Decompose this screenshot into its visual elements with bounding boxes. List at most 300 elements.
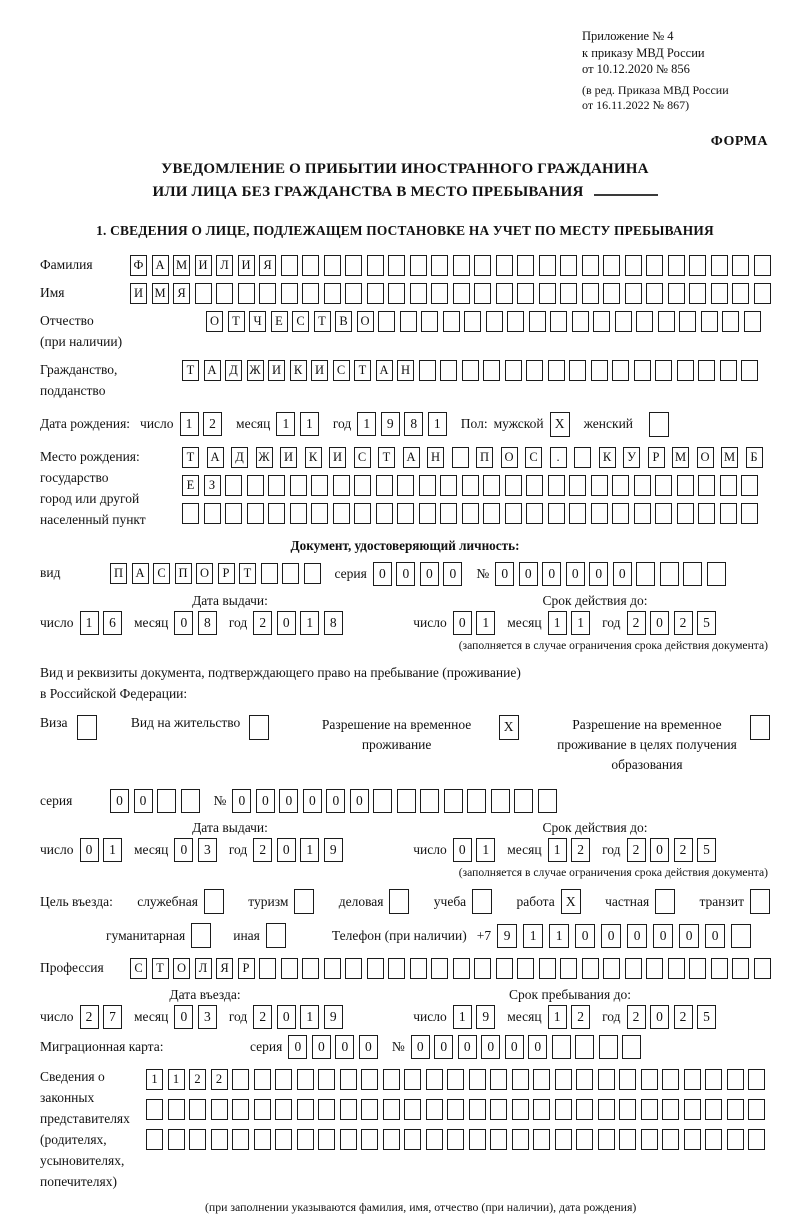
char-cell[interactable]: 0 bbox=[481, 1035, 500, 1059]
char-cell[interactable]: 0 bbox=[495, 562, 514, 586]
char-cell[interactable] bbox=[420, 789, 439, 813]
char-cell[interactable]: А bbox=[132, 563, 149, 584]
char-cell[interactable] bbox=[505, 360, 522, 381]
char-cell[interactable] bbox=[157, 789, 176, 813]
char-cell[interactable]: 9 bbox=[497, 924, 517, 948]
char-cell[interactable] bbox=[655, 360, 672, 381]
char-cell[interactable] bbox=[490, 1129, 507, 1150]
char-cell[interactable] bbox=[727, 1069, 744, 1090]
char-cell[interactable] bbox=[533, 1129, 550, 1150]
char-cell[interactable] bbox=[641, 1129, 658, 1150]
visa-checkbox[interactable] bbox=[77, 715, 97, 740]
char-cell[interactable]: 0 bbox=[279, 789, 298, 813]
char-cell[interactable] bbox=[378, 311, 395, 332]
char-cell[interactable]: 0 bbox=[705, 924, 725, 948]
char-cell[interactable] bbox=[483, 503, 500, 524]
char-cell[interactable]: Ж bbox=[256, 447, 273, 468]
char-cell[interactable] bbox=[668, 958, 685, 979]
char-cell[interactable] bbox=[388, 958, 405, 979]
char-cell[interactable]: 2 bbox=[203, 412, 222, 436]
char-cell[interactable] bbox=[677, 503, 694, 524]
char-cell[interactable] bbox=[512, 1129, 529, 1150]
char-cell[interactable] bbox=[548, 360, 565, 381]
char-cell[interactable]: 0 bbox=[458, 1035, 477, 1059]
char-cell[interactable] bbox=[361, 1129, 378, 1150]
char-cell[interactable] bbox=[397, 789, 416, 813]
char-cell[interactable] bbox=[462, 475, 479, 496]
char-cell[interactable]: О bbox=[357, 311, 374, 332]
char-cell[interactable]: И bbox=[130, 283, 147, 304]
char-cell[interactable]: 1 bbox=[428, 412, 447, 436]
char-cell[interactable]: И bbox=[238, 255, 255, 276]
char-cell[interactable] bbox=[612, 360, 629, 381]
char-cell[interactable] bbox=[593, 311, 610, 332]
purpose-private-checkbox[interactable] bbox=[655, 889, 675, 914]
char-cell[interactable]: 0 bbox=[505, 1035, 524, 1059]
char-cell[interactable] bbox=[625, 283, 642, 304]
char-cell[interactable] bbox=[517, 958, 534, 979]
char-cell[interactable] bbox=[453, 283, 470, 304]
char-cell[interactable]: 0 bbox=[80, 838, 99, 862]
char-cell[interactable]: А bbox=[152, 255, 169, 276]
char-cell[interactable]: М bbox=[152, 283, 169, 304]
char-cell[interactable] bbox=[707, 562, 726, 586]
char-cell[interactable] bbox=[517, 255, 534, 276]
char-cell[interactable] bbox=[469, 1069, 486, 1090]
char-cell[interactable] bbox=[297, 1099, 314, 1120]
char-cell[interactable]: О bbox=[173, 958, 190, 979]
char-cell[interactable] bbox=[238, 283, 255, 304]
char-cell[interactable]: Т bbox=[228, 311, 245, 332]
char-cell[interactable] bbox=[354, 475, 371, 496]
char-cell[interactable] bbox=[683, 562, 702, 586]
char-cell[interactable] bbox=[333, 503, 350, 524]
char-cell[interactable]: 1 bbox=[549, 924, 569, 948]
char-cell[interactable] bbox=[383, 1069, 400, 1090]
char-cell[interactable]: А bbox=[204, 360, 221, 381]
char-cell[interactable]: Д bbox=[231, 447, 248, 468]
char-cell[interactable]: С bbox=[292, 311, 309, 332]
char-cell[interactable] bbox=[575, 1035, 594, 1059]
char-cell[interactable] bbox=[361, 1069, 378, 1090]
char-cell[interactable]: 1 bbox=[523, 924, 543, 948]
purpose-tourism-checkbox[interactable] bbox=[294, 889, 314, 914]
char-cell[interactable]: И bbox=[329, 447, 346, 468]
char-cell[interactable]: 9 bbox=[324, 838, 343, 862]
char-cell[interactable]: Я bbox=[173, 283, 190, 304]
char-cell[interactable] bbox=[658, 311, 675, 332]
temp-residence-education-checkbox[interactable] bbox=[750, 715, 770, 740]
char-cell[interactable] bbox=[254, 1099, 271, 1120]
char-cell[interactable] bbox=[254, 1069, 271, 1090]
char-cell[interactable] bbox=[705, 1069, 722, 1090]
char-cell[interactable] bbox=[679, 311, 696, 332]
char-cell[interactable] bbox=[431, 255, 448, 276]
char-cell[interactable] bbox=[474, 283, 491, 304]
char-cell[interactable] bbox=[636, 562, 655, 586]
char-cell[interactable] bbox=[689, 958, 706, 979]
char-cell[interactable] bbox=[689, 283, 706, 304]
char-cell[interactable]: 0 bbox=[411, 1035, 430, 1059]
char-cell[interactable] bbox=[646, 255, 663, 276]
char-cell[interactable]: 0 bbox=[326, 789, 345, 813]
char-cell[interactable] bbox=[181, 789, 200, 813]
char-cell[interactable] bbox=[512, 1099, 529, 1120]
char-cell[interactable]: 0 bbox=[174, 1005, 193, 1029]
char-cell[interactable] bbox=[259, 283, 276, 304]
char-cell[interactable] bbox=[168, 1129, 185, 1150]
char-cell[interactable] bbox=[397, 475, 414, 496]
char-cell[interactable]: 1 bbox=[180, 412, 199, 436]
char-cell[interactable] bbox=[625, 255, 642, 276]
purpose-transit-checkbox[interactable] bbox=[750, 889, 770, 914]
char-cell[interactable] bbox=[254, 1129, 271, 1150]
char-cell[interactable] bbox=[552, 1035, 571, 1059]
char-cell[interactable] bbox=[701, 311, 718, 332]
char-cell[interactable] bbox=[684, 1069, 701, 1090]
char-cell[interactable] bbox=[447, 1099, 464, 1120]
char-cell[interactable]: 2 bbox=[674, 1005, 693, 1029]
char-cell[interactable]: Т bbox=[354, 360, 371, 381]
char-cell[interactable]: 9 bbox=[476, 1005, 495, 1029]
char-cell[interactable] bbox=[591, 503, 608, 524]
char-cell[interactable] bbox=[662, 1099, 679, 1120]
char-cell[interactable] bbox=[491, 789, 510, 813]
purpose-study-checkbox[interactable] bbox=[472, 889, 492, 914]
char-cell[interactable] bbox=[582, 283, 599, 304]
char-cell[interactable]: С bbox=[354, 447, 371, 468]
char-cell[interactable]: Ч bbox=[249, 311, 266, 332]
char-cell[interactable]: 2 bbox=[674, 611, 693, 635]
char-cell[interactable] bbox=[560, 958, 577, 979]
char-cell[interactable]: 1 bbox=[300, 838, 319, 862]
char-cell[interactable]: 0 bbox=[420, 562, 439, 586]
char-cell[interactable] bbox=[410, 958, 427, 979]
char-cell[interactable] bbox=[275, 1099, 292, 1120]
char-cell[interactable] bbox=[598, 1069, 615, 1090]
char-cell[interactable]: 1 bbox=[146, 1069, 163, 1090]
char-cell[interactable]: 0 bbox=[256, 789, 275, 813]
char-cell[interactable] bbox=[744, 311, 761, 332]
char-cell[interactable]: 0 bbox=[335, 1035, 354, 1059]
char-cell[interactable] bbox=[698, 503, 715, 524]
char-cell[interactable] bbox=[711, 255, 728, 276]
purpose-humanitarian-checkbox[interactable] bbox=[191, 923, 211, 948]
char-cell[interactable] bbox=[668, 283, 685, 304]
char-cell[interactable] bbox=[634, 503, 651, 524]
char-cell[interactable]: С bbox=[525, 447, 542, 468]
char-cell[interactable] bbox=[421, 311, 438, 332]
char-cell[interactable]: 1 bbox=[300, 412, 319, 436]
char-cell[interactable] bbox=[505, 503, 522, 524]
char-cell[interactable] bbox=[641, 1069, 658, 1090]
char-cell[interactable] bbox=[514, 789, 533, 813]
char-cell[interactable] bbox=[539, 283, 556, 304]
char-cell[interactable]: М bbox=[672, 447, 689, 468]
char-cell[interactable] bbox=[297, 1069, 314, 1090]
char-cell[interactable]: П bbox=[110, 563, 127, 584]
char-cell[interactable]: 2 bbox=[253, 1005, 272, 1029]
purpose-official-checkbox[interactable] bbox=[204, 889, 224, 914]
char-cell[interactable]: К bbox=[305, 447, 322, 468]
char-cell[interactable] bbox=[548, 475, 565, 496]
char-cell[interactable] bbox=[297, 1129, 314, 1150]
char-cell[interactable] bbox=[462, 503, 479, 524]
char-cell[interactable] bbox=[333, 475, 350, 496]
char-cell[interactable] bbox=[168, 1099, 185, 1120]
char-cell[interactable] bbox=[526, 360, 543, 381]
char-cell[interactable] bbox=[689, 255, 706, 276]
char-cell[interactable] bbox=[290, 503, 307, 524]
char-cell[interactable] bbox=[490, 1099, 507, 1120]
char-cell[interactable]: 0 bbox=[277, 611, 296, 635]
char-cell[interactable] bbox=[526, 503, 543, 524]
char-cell[interactable] bbox=[419, 503, 436, 524]
char-cell[interactable]: Д bbox=[225, 360, 242, 381]
char-cell[interactable] bbox=[741, 503, 758, 524]
char-cell[interactable] bbox=[444, 789, 463, 813]
char-cell[interactable]: Т bbox=[378, 447, 395, 468]
char-cell[interactable]: 0 bbox=[601, 924, 621, 948]
char-cell[interactable]: К bbox=[599, 447, 616, 468]
char-cell[interactable] bbox=[426, 1099, 443, 1120]
char-cell[interactable] bbox=[453, 958, 470, 979]
char-cell[interactable] bbox=[711, 958, 728, 979]
char-cell[interactable]: 2 bbox=[253, 838, 272, 862]
char-cell[interactable]: Ф bbox=[130, 255, 147, 276]
char-cell[interactable]: Б bbox=[746, 447, 763, 468]
char-cell[interactable]: З bbox=[204, 475, 221, 496]
char-cell[interactable] bbox=[275, 1069, 292, 1090]
char-cell[interactable]: 1 bbox=[103, 838, 122, 862]
char-cell[interactable]: 0 bbox=[650, 838, 669, 862]
char-cell[interactable]: Я bbox=[259, 255, 276, 276]
char-cell[interactable] bbox=[569, 503, 586, 524]
char-cell[interactable] bbox=[311, 503, 328, 524]
char-cell[interactable]: 1 bbox=[453, 1005, 472, 1029]
char-cell[interactable] bbox=[517, 283, 534, 304]
char-cell[interactable] bbox=[431, 958, 448, 979]
char-cell[interactable] bbox=[486, 311, 503, 332]
char-cell[interactable] bbox=[748, 1099, 765, 1120]
char-cell[interactable] bbox=[440, 360, 457, 381]
char-cell[interactable] bbox=[698, 475, 715, 496]
char-cell[interactable] bbox=[195, 283, 212, 304]
char-cell[interactable] bbox=[345, 283, 362, 304]
char-cell[interactable]: 0 bbox=[453, 838, 472, 862]
char-cell[interactable] bbox=[731, 924, 751, 948]
char-cell[interactable] bbox=[281, 958, 298, 979]
char-cell[interactable] bbox=[646, 958, 663, 979]
char-cell[interactable] bbox=[483, 360, 500, 381]
char-cell[interactable]: 2 bbox=[627, 838, 646, 862]
char-cell[interactable]: 1 bbox=[300, 611, 319, 635]
char-cell[interactable]: 0 bbox=[542, 562, 561, 586]
char-cell[interactable]: С bbox=[153, 563, 170, 584]
char-cell[interactable]: 0 bbox=[653, 924, 673, 948]
char-cell[interactable] bbox=[576, 1099, 593, 1120]
char-cell[interactable] bbox=[490, 1069, 507, 1090]
char-cell[interactable] bbox=[720, 360, 737, 381]
char-cell[interactable] bbox=[367, 958, 384, 979]
char-cell[interactable] bbox=[182, 503, 199, 524]
char-cell[interactable] bbox=[660, 562, 679, 586]
char-cell[interactable] bbox=[754, 283, 771, 304]
char-cell[interactable]: К bbox=[290, 360, 307, 381]
char-cell[interactable]: 0 bbox=[650, 1005, 669, 1029]
char-cell[interactable] bbox=[474, 255, 491, 276]
char-cell[interactable] bbox=[741, 475, 758, 496]
char-cell[interactable]: 5 bbox=[697, 611, 716, 635]
char-cell[interactable]: О bbox=[697, 447, 714, 468]
char-cell[interactable]: 5 bbox=[697, 838, 716, 862]
char-cell[interactable] bbox=[204, 503, 221, 524]
char-cell[interactable] bbox=[560, 283, 577, 304]
char-cell[interactable] bbox=[598, 1099, 615, 1120]
char-cell[interactable]: И bbox=[195, 255, 212, 276]
char-cell[interactable] bbox=[247, 475, 264, 496]
char-cell[interactable] bbox=[275, 1129, 292, 1150]
char-cell[interactable] bbox=[225, 475, 242, 496]
char-cell[interactable] bbox=[281, 255, 298, 276]
char-cell[interactable] bbox=[576, 1129, 593, 1150]
char-cell[interactable]: 0 bbox=[627, 924, 647, 948]
char-cell[interactable] bbox=[711, 283, 728, 304]
char-cell[interactable] bbox=[496, 255, 513, 276]
char-cell[interactable] bbox=[302, 958, 319, 979]
char-cell[interactable]: М bbox=[721, 447, 738, 468]
char-cell[interactable]: 0 bbox=[589, 562, 608, 586]
char-cell[interactable] bbox=[410, 255, 427, 276]
char-cell[interactable] bbox=[619, 1069, 636, 1090]
char-cell[interactable]: 8 bbox=[324, 611, 343, 635]
char-cell[interactable]: 5 bbox=[697, 1005, 716, 1029]
char-cell[interactable]: 1 bbox=[548, 1005, 567, 1029]
char-cell[interactable] bbox=[529, 311, 546, 332]
char-cell[interactable]: И bbox=[268, 360, 285, 381]
char-cell[interactable] bbox=[591, 475, 608, 496]
char-cell[interactable] bbox=[232, 1099, 249, 1120]
char-cell[interactable]: 0 bbox=[277, 838, 296, 862]
char-cell[interactable]: 0 bbox=[575, 924, 595, 948]
char-cell[interactable]: 0 bbox=[312, 1035, 331, 1059]
char-cell[interactable]: О bbox=[501, 447, 518, 468]
char-cell[interactable] bbox=[462, 360, 479, 381]
char-cell[interactable] bbox=[361, 1099, 378, 1120]
char-cell[interactable]: М bbox=[173, 255, 190, 276]
char-cell[interactable] bbox=[268, 475, 285, 496]
char-cell[interactable]: 0 bbox=[288, 1035, 307, 1059]
char-cell[interactable]: Л bbox=[216, 255, 233, 276]
char-cell[interactable] bbox=[281, 283, 298, 304]
char-cell[interactable] bbox=[655, 475, 672, 496]
char-cell[interactable] bbox=[340, 1069, 357, 1090]
char-cell[interactable]: И bbox=[280, 447, 297, 468]
char-cell[interactable] bbox=[464, 311, 481, 332]
char-cell[interactable] bbox=[612, 475, 629, 496]
char-cell[interactable]: 3 bbox=[198, 1005, 217, 1029]
char-cell[interactable]: А bbox=[403, 447, 420, 468]
char-cell[interactable]: 1 bbox=[276, 412, 295, 436]
char-cell[interactable]: 1 bbox=[168, 1069, 185, 1090]
char-cell[interactable] bbox=[574, 447, 591, 468]
char-cell[interactable] bbox=[612, 503, 629, 524]
char-cell[interactable] bbox=[146, 1129, 163, 1150]
char-cell[interactable] bbox=[216, 283, 233, 304]
char-cell[interactable]: Р bbox=[238, 958, 255, 979]
char-cell[interactable] bbox=[189, 1099, 206, 1120]
char-cell[interactable] bbox=[318, 1099, 335, 1120]
char-cell[interactable] bbox=[727, 1129, 744, 1150]
char-cell[interactable]: 2 bbox=[627, 1005, 646, 1029]
char-cell[interactable] bbox=[560, 255, 577, 276]
char-cell[interactable]: 0 bbox=[373, 562, 392, 586]
char-cell[interactable] bbox=[539, 255, 556, 276]
char-cell[interactable] bbox=[340, 1099, 357, 1120]
char-cell[interactable]: О bbox=[196, 563, 213, 584]
char-cell[interactable] bbox=[447, 1129, 464, 1150]
char-cell[interactable]: 0 bbox=[232, 789, 251, 813]
char-cell[interactable] bbox=[646, 283, 663, 304]
char-cell[interactable] bbox=[376, 503, 393, 524]
char-cell[interactable]: 0 bbox=[443, 562, 462, 586]
char-cell[interactable]: 1 bbox=[300, 1005, 319, 1029]
char-cell[interactable] bbox=[732, 958, 749, 979]
char-cell[interactable] bbox=[677, 360, 694, 381]
char-cell[interactable] bbox=[634, 360, 651, 381]
char-cell[interactable]: 2 bbox=[571, 1005, 590, 1029]
char-cell[interactable] bbox=[282, 563, 299, 584]
char-cell[interactable]: 0 bbox=[350, 789, 369, 813]
char-cell[interactable] bbox=[507, 311, 524, 332]
char-cell[interactable] bbox=[512, 1069, 529, 1090]
char-cell[interactable] bbox=[655, 503, 672, 524]
char-cell[interactable]: 0 bbox=[174, 838, 193, 862]
char-cell[interactable] bbox=[388, 283, 405, 304]
char-cell[interactable]: 0 bbox=[679, 924, 699, 948]
char-cell[interactable] bbox=[443, 311, 460, 332]
char-cell[interactable] bbox=[555, 1099, 572, 1120]
sex-female-checkbox[interactable] bbox=[649, 412, 669, 437]
char-cell[interactable] bbox=[404, 1099, 421, 1120]
char-cell[interactable] bbox=[622, 1035, 641, 1059]
char-cell[interactable]: Т bbox=[182, 360, 199, 381]
char-cell[interactable]: 0 bbox=[303, 789, 322, 813]
char-cell[interactable] bbox=[383, 1129, 400, 1150]
char-cell[interactable] bbox=[599, 1035, 618, 1059]
char-cell[interactable] bbox=[304, 563, 321, 584]
char-cell[interactable]: Н bbox=[427, 447, 444, 468]
char-cell[interactable] bbox=[189, 1129, 206, 1150]
char-cell[interactable]: Е bbox=[271, 311, 288, 332]
char-cell[interactable] bbox=[582, 958, 599, 979]
char-cell[interactable]: 0 bbox=[110, 789, 129, 813]
char-cell[interactable] bbox=[555, 1069, 572, 1090]
char-cell[interactable] bbox=[505, 475, 522, 496]
char-cell[interactable] bbox=[705, 1129, 722, 1150]
char-cell[interactable]: Р bbox=[648, 447, 665, 468]
char-cell[interactable]: 2 bbox=[627, 611, 646, 635]
char-cell[interactable] bbox=[354, 503, 371, 524]
char-cell[interactable]: У bbox=[623, 447, 640, 468]
char-cell[interactable] bbox=[383, 1099, 400, 1120]
char-cell[interactable] bbox=[572, 311, 589, 332]
char-cell[interactable]: 9 bbox=[381, 412, 400, 436]
char-cell[interactable] bbox=[469, 1129, 486, 1150]
char-cell[interactable] bbox=[732, 283, 749, 304]
char-cell[interactable] bbox=[302, 255, 319, 276]
char-cell[interactable] bbox=[376, 475, 393, 496]
